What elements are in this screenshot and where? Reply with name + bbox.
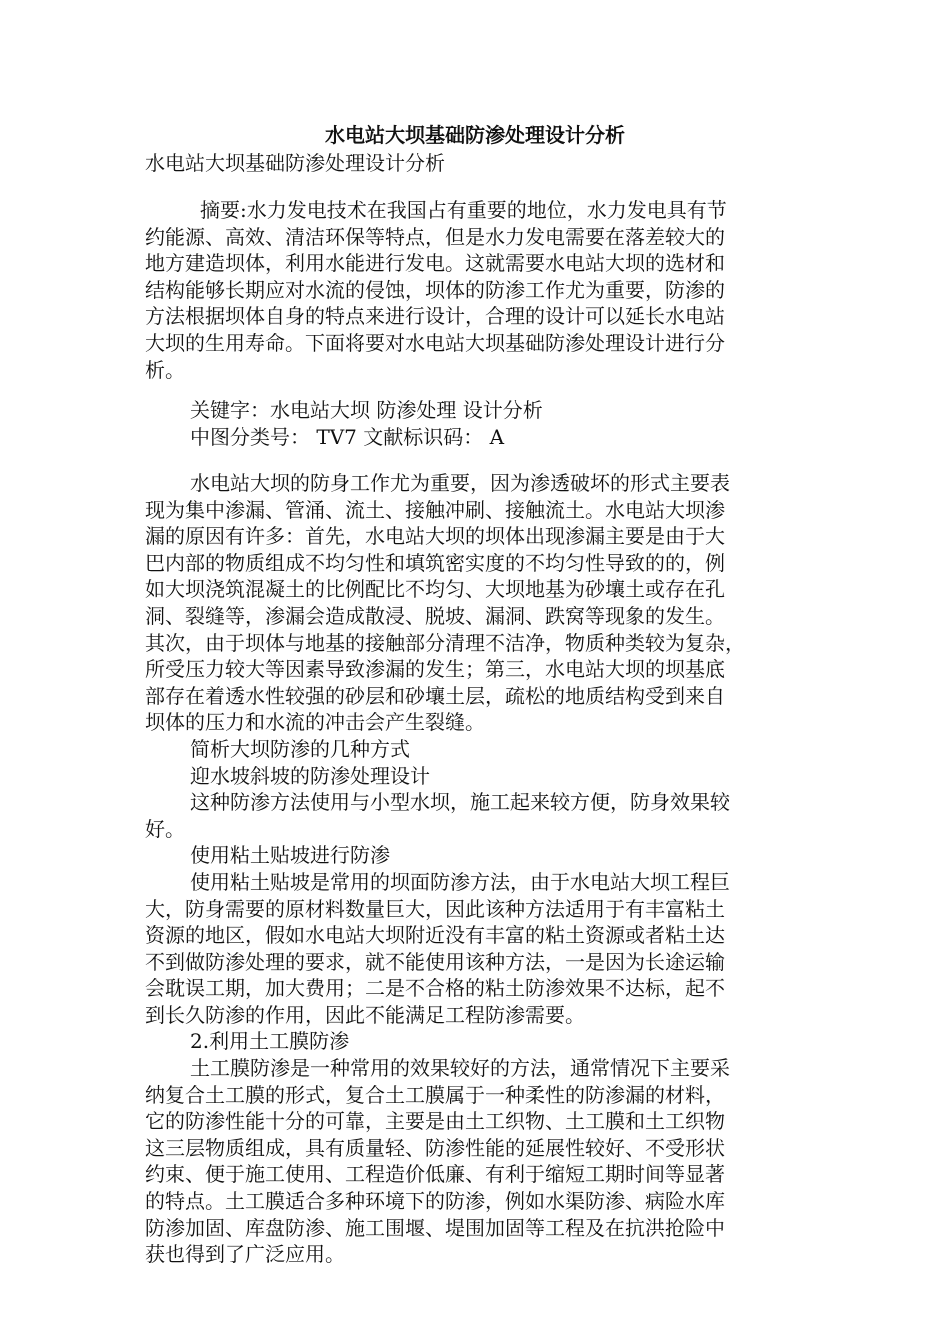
abstract-paragraph: [145, 197, 800, 383]
document-subtitle: 水电站大坝基础防渗处理设计分析: [145, 151, 445, 175]
body-line: 现为集中渗漏、管涌、流土、接触冲刷、接触流土。水电站大坝渗: [145, 497, 725, 522]
section-heading: 2.利用土工膜防渗: [190, 1029, 350, 1054]
body-line: 使用粘土贴坡是常用的坝面防渗方法，由于水电站大坝工程巨: [190, 869, 730, 894]
body-line: 如大坝浇筑混凝土的比例配比不均匀、大坝地基为砂壤土或存在孔: [145, 577, 725, 602]
body-line: 部存在着透水性较强的砂层和砂壤土层，疏松的地质结构受到来自: [145, 683, 725, 708]
classification-line: 中图分类号： TV7 文献标识码： A: [190, 424, 505, 449]
body-line: 会耽误工期，加大费用；二是不合格的粘土防渗效果不达标，起不: [145, 976, 725, 1001]
body-line: 这三层物质组成，具有质量轻、防渗性能的延展性较好、不受形状: [145, 1135, 725, 1160]
abstract-line: 约能源、高效、清洁环保等特点，但是水力发电需要在落差较大的: [145, 224, 725, 249]
body-line: 防渗加固、库盘防渗、施工围堰、堤围加固等工程及在抗洪抢险中: [145, 1215, 725, 1240]
abstract-line: 结构能够长期应对水流的侵蚀，坝体的防渗工作尤为重要，防渗的: [145, 277, 725, 302]
body-line: 坝体的压力和水流的冲击会产生裂缝。: [145, 710, 485, 735]
body-line: 土工膜防渗是一种常用的效果较好的方法，通常情况下主要采: [190, 1056, 730, 1081]
body-line: 获也得到了广泛应用。: [145, 1242, 345, 1267]
section-heading: 迎水坡斜坡的防渗处理设计: [190, 763, 430, 788]
body-line: 漏的原因有许多：首先，水电站大坝的坝体出现渗漏主要是由于大: [145, 524, 725, 549]
abstract-line: 地方建造坝体，利用水能进行发电。这就需要水电站大坝的选材和: [145, 251, 725, 276]
body-line: 这种防渗方法使用与小型水坝，施工起来较方便，防身效果较: [190, 790, 730, 815]
body-line: 好。: [145, 816, 185, 841]
abstract-line: 方法根据坝体自身的特点来进行设计，合理的设计可以延长水电站: [145, 304, 725, 329]
keywords-line: 关键字：水电站大坝 防渗处理 设计分析: [190, 398, 543, 422]
body-line: 它的防渗性能十分的可靠，主要是由土工织物、土工膜和土工织物: [145, 1109, 725, 1134]
body-line: 洞、裂缝等，渗漏会造成散浸、脱坡、漏洞、跌窝等现象的发生。: [145, 603, 725, 628]
body-line: 所受压力较大等因素导致渗漏的发生；第三，水电站大坝的坝基底: [145, 657, 725, 682]
body-line: 到长久防渗的作用，因此不能满足工程防渗需要。: [145, 1002, 585, 1027]
body-text: [145, 470, 800, 1268]
section-heading: 使用粘土贴坡进行防渗: [190, 843, 390, 868]
body-line: 纳复合土工膜的形式，复合土工膜属于一种柔性的防渗漏的材料，: [145, 1082, 725, 1107]
body-line: 大，防身需要的原材料数量巨大，因此该种方法适用于有丰富粘土: [145, 896, 725, 921]
body-line: 约束、便于施工使用、工程造价低廉、有利于缩短工期时间等显著: [145, 1162, 725, 1187]
abstract-line: 摘要:水力发电技术在我国占有重要的地位，水力发电具有节: [200, 198, 727, 222]
body-line: 的特点。土工膜适合多种环境下的防渗，例如水渠防渗、病险水库: [145, 1189, 725, 1214]
body-line: 巴内部的物质组成不均匀性和填筑密实度的不均匀性导致的的，例: [145, 550, 725, 575]
section-heading: 简析大坝防渗的几种方式: [190, 736, 410, 761]
body-line: 其次，由于坝体与地基的接触部分清理不洁净，物质种类较为复杂，: [145, 630, 745, 655]
keywords-block: [145, 397, 800, 450]
abstract-line: 大坝的生用寿命。下面将要对水电站大坝基础防渗处理设计进行分: [145, 330, 725, 355]
body-line: 不到做防渗处理的要求，就不能使用该种方法，一是因为长途运输: [145, 949, 725, 974]
body-line: 资源的地区，假如水电站大坝附近没有丰富的粘土资源或者粘土达: [145, 923, 725, 948]
abstract-line: 析。: [145, 357, 185, 382]
document-title: 水电站大坝基础防渗处理设计分析: [325, 123, 625, 147]
body-line: 水电站大坝的防身工作尤为重要，因为渗透破坏的形式主要表: [190, 471, 730, 495]
